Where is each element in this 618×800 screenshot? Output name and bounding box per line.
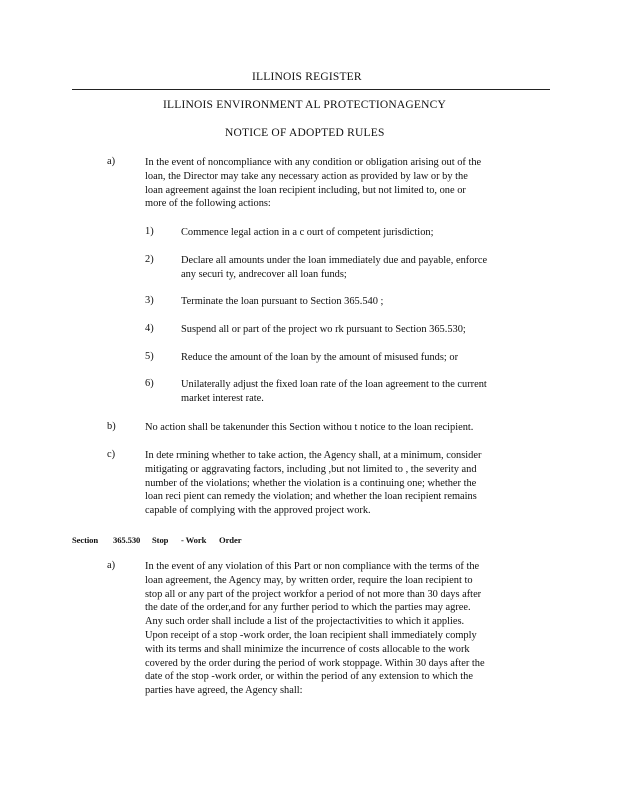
para-a-line: In the event of noncompliance with any condition or obligation arising out of the [145,157,482,168]
item-4-text [181,323,466,337]
section-para-line: Any such order shall include a list of the projectactivities to which it applies. [145,616,465,628]
para-c-label: c) [107,449,116,460]
item-6-text [181,378,487,406]
section-para-line: the date of the order,and for any further period to which the parties may agree. [145,602,471,614]
item-3-label: 3) [145,295,154,306]
section-number: 365.530 [113,535,141,545]
section-para-line: date of the stop -work order, or within the period of any extension to which the [145,671,473,683]
item-line: Unilaterally adjust the fixed loan rate of the loan agreement to the current [181,379,487,390]
section-label: Section [72,535,99,545]
item-3-text [181,295,383,309]
para-a-line: more of the following actions: [145,198,271,210]
para-a-label: a) [107,156,116,167]
agency-title: ILLINOIS ENVIRONMENT AL PROTECTIONAGENCY [163,99,447,111]
item-2-text [181,254,487,282]
section-title-stop: Stop [152,535,169,545]
item-5-label: 5) [145,351,154,362]
section-para-line: Upon receipt of a stop -work order, the loan recipient shall immediately comply [145,629,477,641]
section-para-line: parties have agreed, the Agency shall: [145,685,303,697]
para-b-label: b) [107,421,116,432]
item-6-label: 6) [145,378,154,389]
item-line: Suspend all or part of the project wo rk pursuant to Section 365.530; [181,324,466,335]
section-para-line: loan agreement, the Agency may, by written order, require the loan recipient to [145,574,473,586]
para-a-line: loan agreement against the loan recipient including, but not limited to, one or [145,184,466,196]
para-c-line: mitigating or aggravating factors, including ,but not limited to , the severity and [145,463,477,475]
item-line: any securi ty, andrecover all loan funds; [181,268,347,280]
para-c-line: In dete rmining whether to take action, the Agency shall, at a minimum, consider [145,450,482,461]
item-2-label: 2) [145,254,154,265]
item-line: market interest rate. [181,392,264,404]
section-para-line: covered by the order during the period of work stoppage. Within 30 days after the [145,657,485,669]
item-line: Reduce the amount of the loan by the amount of misused funds; or [181,352,459,363]
notice-title: NOTICE OF ADOPTED RULES [225,127,385,139]
section-para-line: stop all or any part of the project workfor a period of not more than 30 days after [145,588,482,600]
para-c-line: capable of complying with the approved project work. [145,505,371,517]
para-c-line: number of the violations; whether the violation is a continuing one; whether the [145,477,477,489]
header-rule [72,89,550,90]
para-b-text [145,421,473,435]
para-c-text [145,449,481,518]
section-para-line: with its terms and shall minimize the incurrence of costs allocable to the work [145,643,470,655]
section-title-order: Order [219,535,242,545]
item-line: Terminate the loan pursuant to Section 365.540 ; [181,296,384,307]
item-5-text [181,351,458,365]
item-line: Declare all amounts under the loan immediately due and payable, enforce [181,255,488,266]
para-a-text [145,156,481,211]
section-para-line: In the event of any violation of this Part or non compliance with the terms of the [145,561,480,572]
section-title-work: - Work [181,535,207,545]
section-para-a-text [145,560,485,698]
item-1-label: 1) [145,226,154,237]
para-a-line: loan, the Director may take any necessary action as provided by law or by the [145,170,468,182]
item-4-label: 4) [145,323,154,334]
para-c-line: loan reci pient can remedy the violation; and whether the loan recipient remains [145,491,477,503]
section-para-a-label: a) [107,560,116,571]
para-b-line: No action shall be takenunder this Section withou t notice to the loan recipient. [145,422,474,433]
item-1-text [181,226,433,240]
register-title: ILLINOIS REGISTER [252,71,362,83]
item-line: Commence legal action in a c ourt of competent jurisdiction; [181,227,434,238]
